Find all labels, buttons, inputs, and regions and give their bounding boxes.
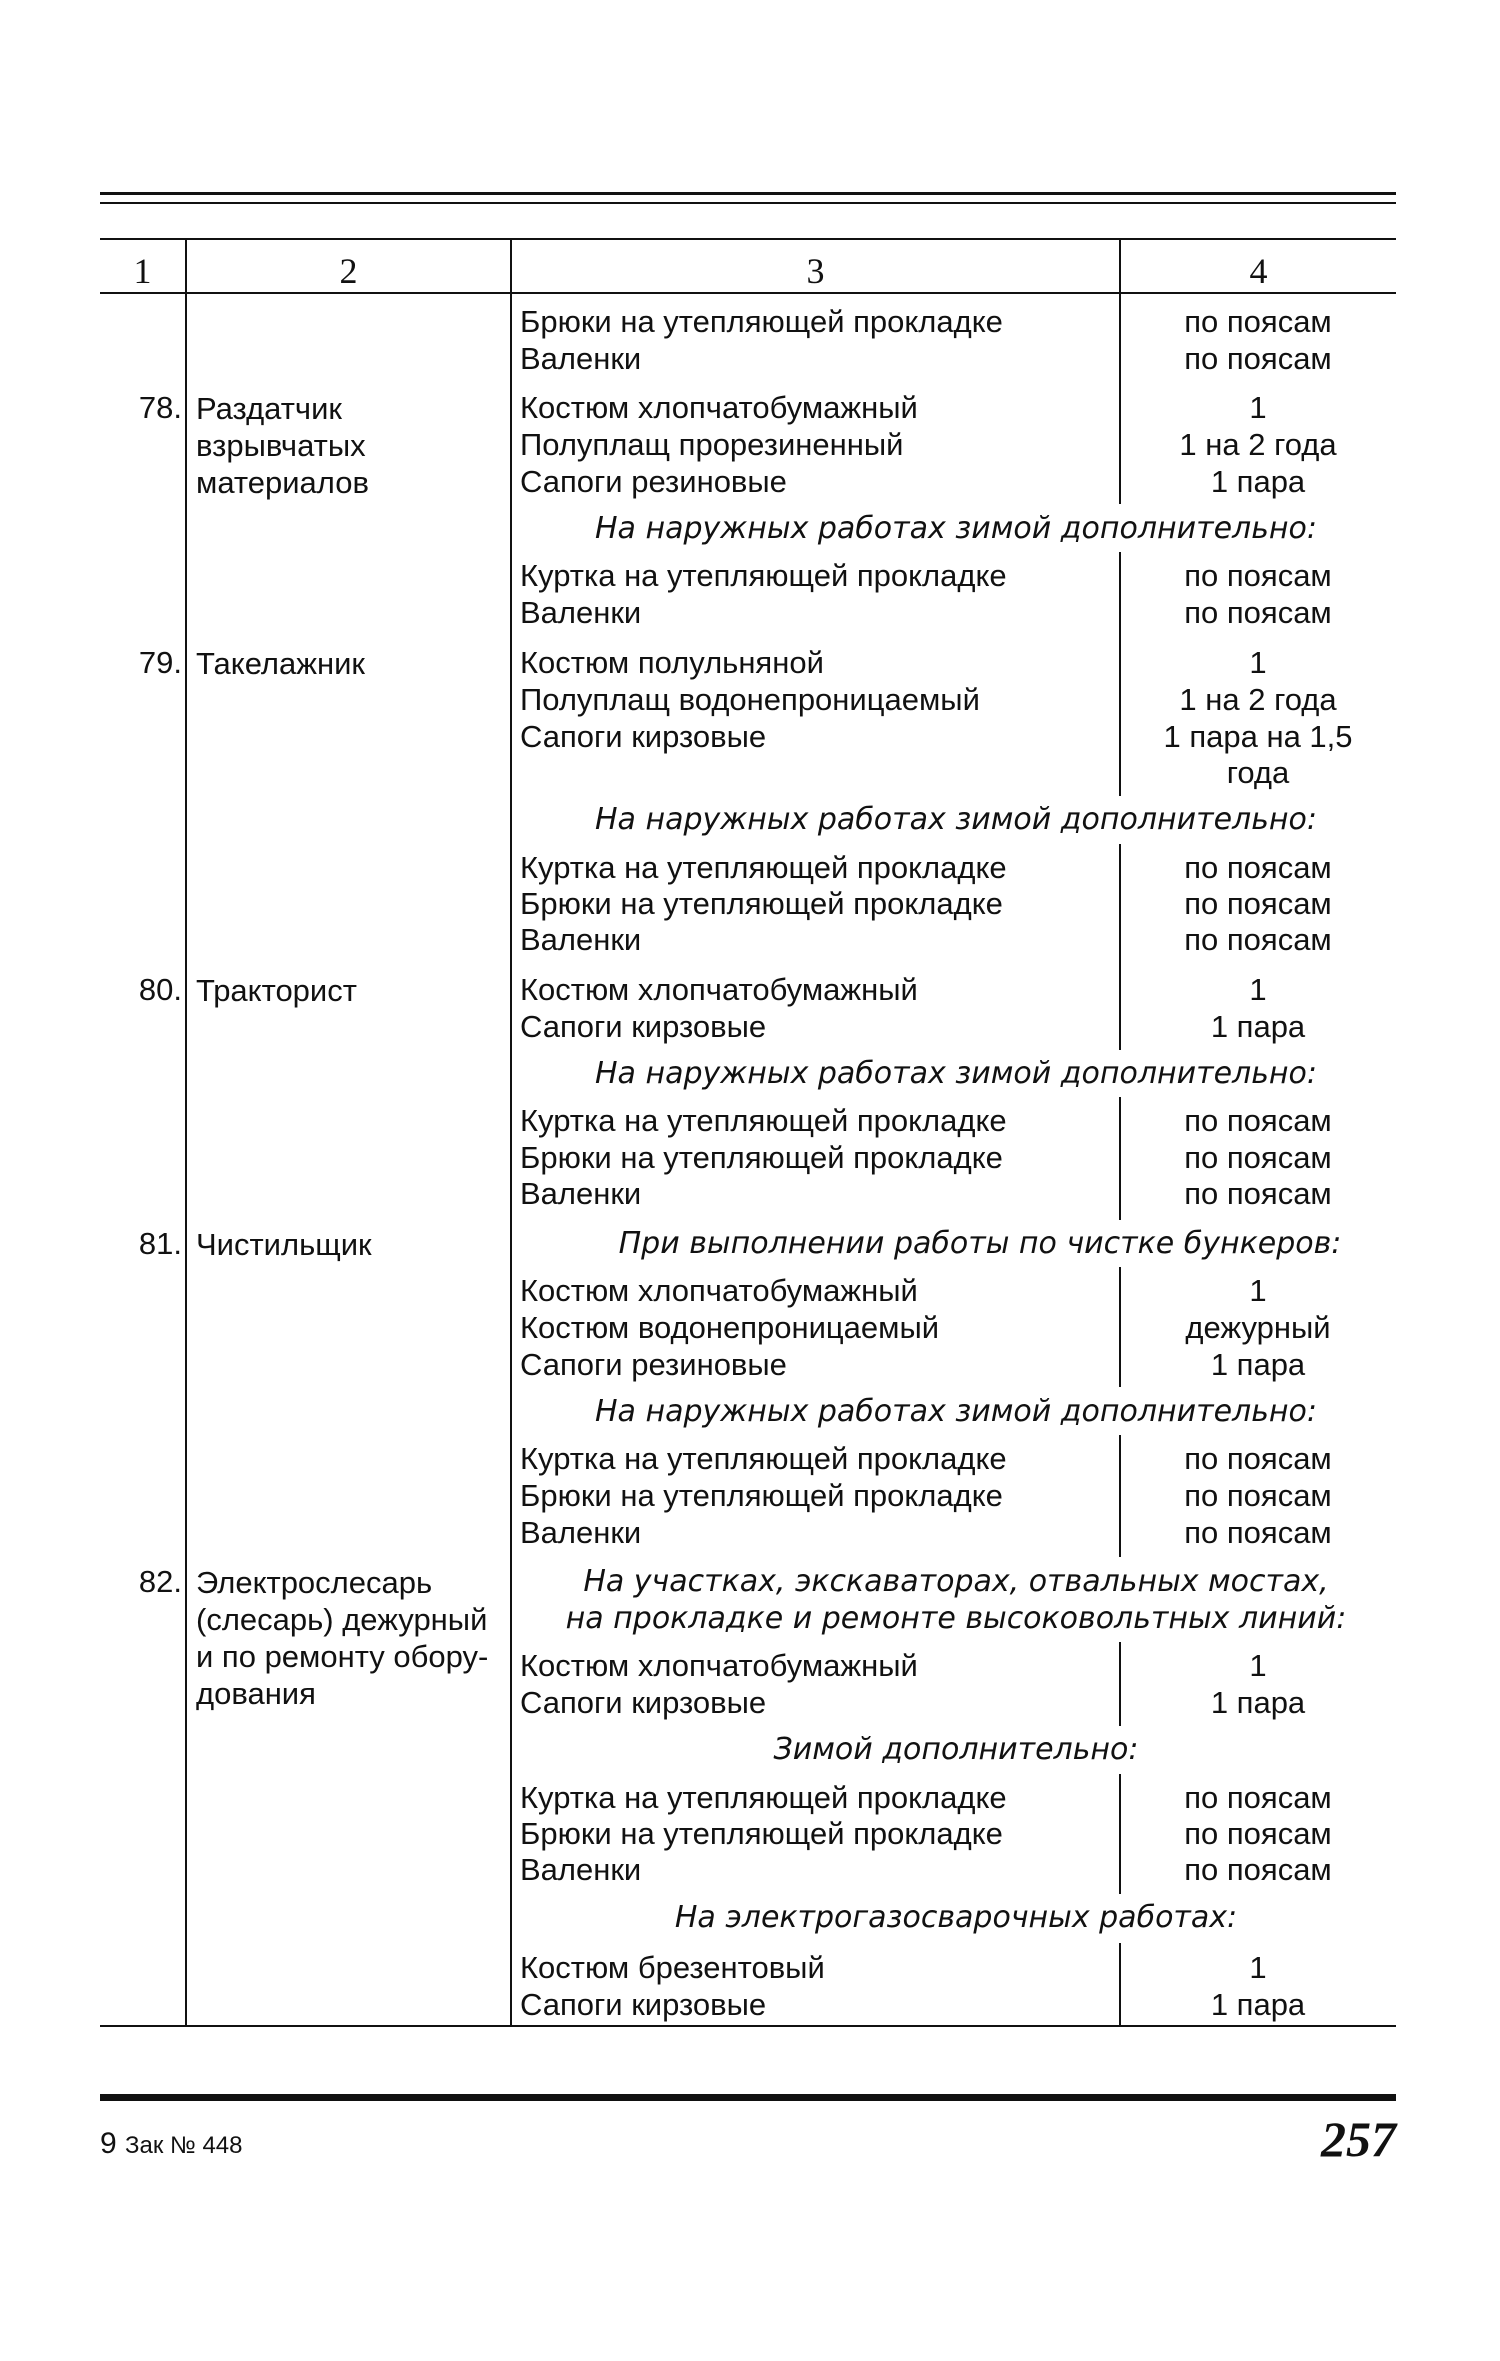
table-row-norm: 1 (1249, 1273, 1267, 1308)
occupation-line: Электрослесарь (196, 1565, 433, 1600)
table-row-norm: по поясам (1184, 850, 1332, 885)
table-row-item: Куртка на утепляющей прокладке (520, 558, 1007, 593)
table-row-norm: 1 пара (1210, 1987, 1306, 2022)
table-row-norm: 1 на 2 года (1179, 682, 1337, 717)
table-row-norm: по поясам (1184, 304, 1332, 339)
table-row-item: Валенки (520, 1852, 642, 1887)
top-double-rule-2 (100, 202, 1396, 204)
table-row-norm: 1 (1249, 390, 1267, 425)
col-header-2: 2 (339, 251, 358, 291)
footer-order: Зак № 448 (125, 2132, 243, 2159)
section-note: на прокладке и ремонте высоковольтных линий: (565, 1601, 1347, 1636)
table-row-norm: по поясам (1184, 1515, 1332, 1550)
table-row-norm: по поясам (1184, 1441, 1332, 1476)
col-divider-3-segment (1119, 844, 1121, 1050)
occupation-name (196, 1564, 488, 1712)
table-row-item: Брюки на утепляющей прокладке (520, 1140, 1003, 1175)
col-header-1: 1 (133, 251, 152, 291)
table-row-norm: по поясам (1184, 1852, 1332, 1887)
table-row-item: Костюм хлопчатобумажный (520, 390, 918, 425)
table-row-norm: 1 (1249, 972, 1267, 1007)
entry-number: 82. (138, 1564, 182, 1599)
table-row-item: Полуплащ прорезиненный (520, 427, 904, 462)
footer-order-info (100, 2127, 243, 2161)
table-row-item: Куртка на утепляющей прокладке (520, 1441, 1007, 1476)
table-row-item: Валенки (520, 1176, 642, 1211)
occupation-line: дования (196, 1676, 316, 1711)
section-note: На участках, экскаваторах, отвальных мостах, (583, 1564, 1329, 1599)
table-row-norm: 1 пара (1210, 464, 1306, 499)
table-row-norm: по поясам (1184, 558, 1332, 593)
col-header-4: 4 (1249, 251, 1268, 291)
occupation-name (196, 1226, 372, 1263)
table-row-norm: 1 пара (1210, 1347, 1306, 1382)
table-row-item: Куртка на утепляющей прокладке (520, 850, 1007, 885)
table-row-item: Куртка на утепляющей прокладке (520, 1103, 1007, 1138)
section-note: На наружных работах зимой дополнительно: (594, 802, 1317, 837)
col-header-3: 3 (806, 251, 825, 291)
occupation-line: Раздатчик (196, 391, 342, 426)
table-row-norm: по поясам (1184, 1103, 1332, 1138)
occupation-line: Такелажник (196, 646, 365, 681)
occupation-line: взрывчатых (196, 428, 366, 463)
table-row-item: Сапоги резиновые (520, 464, 787, 499)
occupation-line: (слесарь) дежурный (196, 1602, 488, 1637)
footer-sheet: 9 (100, 2127, 117, 2160)
col-divider-3-segment (1119, 294, 1121, 504)
occupation-line: Тракторист (196, 973, 357, 1008)
table-row-norm: по поясам (1184, 1478, 1332, 1513)
table-row-item: Костюм хлопчатобумажный (520, 1648, 918, 1683)
page-number: 257 (1321, 2111, 1396, 2167)
table-row-item: Костюм брезентовый (520, 1950, 825, 1985)
table-row-norm: 1 (1249, 645, 1267, 680)
table-row-item: Костюм водонепроницаемый (520, 1310, 940, 1345)
table-row-norm: 1 пара (1210, 1009, 1306, 1044)
col-divider-3-segment (1119, 552, 1121, 796)
table-row-norm: дежурный (1185, 1310, 1331, 1345)
occupation-name (196, 645, 365, 682)
section-note: Зимой дополнительно: (773, 1732, 1139, 1767)
table-row-norm: по поясам (1184, 595, 1332, 630)
table-row-item: Валенки (520, 922, 642, 957)
table-row-item: Костюм полульняной (520, 645, 824, 680)
section-note: При выполнении работы по чистке бункеров: (618, 1226, 1342, 1261)
table-row-norm: 1 (1249, 1950, 1267, 1985)
table-row-item: Сапоги резиновые (520, 1347, 787, 1382)
table-row-item: Сапоги кирзовые (520, 719, 767, 754)
entry-number: 81. (138, 1226, 182, 1261)
table-row-norm: по поясам (1184, 1816, 1332, 1851)
col-divider-3-segment (1119, 1642, 1121, 1726)
col-divider-3-segment (1119, 1943, 1121, 2027)
occupation-line: и по ремонту обору- (196, 1639, 489, 1674)
table-row-norm: 1 (1249, 1648, 1267, 1683)
table-row-norm: 1 на 2 года (1179, 427, 1337, 462)
table-row-norm: по поясам (1184, 886, 1332, 921)
entry-number: 79. (138, 645, 182, 680)
table-row-item: Брюки на утепляющей прокладке (520, 1478, 1003, 1513)
col-divider-3-segment (1119, 1435, 1121, 1557)
table-bottom-rule (100, 2025, 1396, 2027)
table-row-norm: по поясам (1184, 1780, 1332, 1815)
section-note: На электрогазосварочных работах: (674, 1900, 1238, 1935)
occupation-name (196, 972, 357, 1009)
table-row-item: Сапоги кирзовые (520, 1685, 767, 1720)
table-row-item: Брюки на утепляющей прокладке (520, 886, 1003, 921)
table-row-norm: по поясам (1184, 1140, 1332, 1175)
col-divider-1 (185, 238, 187, 2027)
col-divider-3-segment (1119, 1774, 1121, 1894)
col-divider-3-segment (1119, 1267, 1121, 1387)
section-note: На наружных работах зимой дополнительно: (594, 511, 1317, 546)
entry-number: 80. (138, 972, 182, 1007)
table-row-item: Брюки на утепляющей прокладке (520, 304, 1003, 339)
entry-number: 78. (138, 390, 182, 425)
occupation-name (196, 390, 369, 501)
table-row-norm: по поясам (1184, 1176, 1332, 1211)
occupation-line: материалов (196, 465, 369, 500)
table-row-norm: по поясам (1184, 922, 1332, 957)
section-note: На наружных работах зимой дополнительно: (594, 1056, 1317, 1091)
table-row-item: Брюки на утепляющей прокладке (520, 1816, 1003, 1851)
table-row-item: Полуплащ водонепроницаемый (520, 682, 980, 717)
table-row-norm: 1 пара (1210, 1685, 1306, 1720)
top-double-rule-1 (100, 192, 1396, 195)
table-row-item: Сапоги кирзовые (520, 1987, 767, 2022)
occupation-line: Чистильщик (196, 1227, 372, 1262)
table-row-norm: 1 пара на 1,5 (1163, 719, 1353, 754)
col-divider-2 (510, 238, 512, 2027)
header-top-rule (100, 238, 1396, 240)
table-row-item: Сапоги кирзовые (520, 1009, 767, 1044)
table-row-item: Валенки (520, 595, 642, 630)
table-row-item: Костюм хлопчатобумажный (520, 972, 918, 1007)
footer-rule (100, 2094, 1396, 2101)
table-row-item: Валенки (520, 1515, 642, 1550)
header-bottom-rule (100, 292, 1396, 294)
col-divider-3-segment (1119, 1097, 1121, 1220)
table-row-norm: по поясам (1184, 341, 1332, 376)
table-row-item: Валенки (520, 341, 642, 376)
table-row-norm: года (1226, 755, 1290, 790)
table-row-item: Куртка на утепляющей прокладке (520, 1780, 1007, 1815)
table-row-item: Костюм хлопчатобумажный (520, 1273, 918, 1308)
section-note: На наружных работах зимой дополнительно: (594, 1394, 1317, 1429)
